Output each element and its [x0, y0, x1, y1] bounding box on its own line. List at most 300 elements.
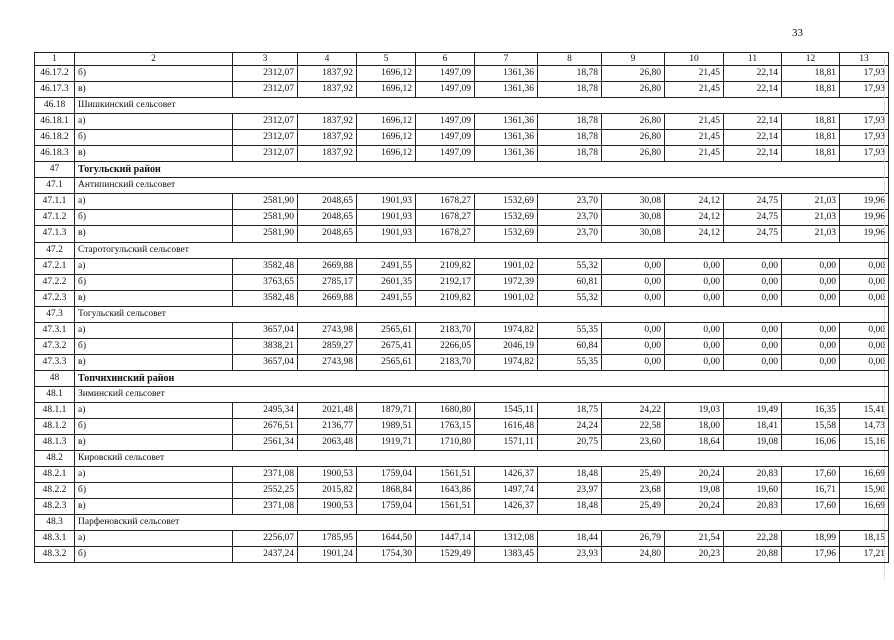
row-label: а)	[75, 322, 233, 338]
value-cell: 3657,04	[233, 354, 298, 370]
value-cell: 1901,93	[357, 194, 416, 210]
row-code: 47.2	[35, 242, 75, 258]
value-cell: 1497,09	[416, 130, 475, 146]
value-cell: 2266,05	[416, 338, 475, 354]
value-cell: 2109,82	[416, 258, 475, 274]
value-cell: 1901,93	[357, 226, 416, 242]
value-cell: 15,41	[840, 402, 889, 418]
value-cell: 1529,49	[416, 547, 475, 563]
value-cell: 19,96	[840, 226, 889, 242]
value-cell: 30,08	[602, 226, 665, 242]
value-cell: 17,93	[840, 130, 889, 146]
table-row	[35, 322, 889, 338]
row-code: 48.2	[35, 451, 75, 467]
row-label: б)	[75, 419, 233, 435]
value-cell: 1696,12	[357, 66, 416, 82]
table-row	[35, 435, 889, 451]
council-name: Зиминский сельсовет	[75, 386, 889, 402]
value-cell: 20,83	[724, 499, 782, 515]
value-cell: 2312,07	[233, 82, 298, 98]
table-row	[35, 258, 889, 274]
council-heading-row	[35, 178, 889, 194]
table-row	[35, 354, 889, 370]
value-cell: 24,80	[602, 547, 665, 563]
value-cell: 2859,27	[298, 338, 357, 354]
row-code: 47	[35, 162, 75, 178]
value-cell: 19,08	[724, 435, 782, 451]
value-cell: 24,22	[602, 402, 665, 418]
value-cell: 2495,34	[233, 402, 298, 418]
value-cell: 26,80	[602, 82, 665, 98]
value-cell: 22,14	[724, 130, 782, 146]
value-cell: 2565,61	[357, 354, 416, 370]
value-cell: 18,78	[538, 130, 602, 146]
table-row	[35, 210, 889, 226]
tariff-table	[34, 52, 889, 563]
column-number-header: 5	[357, 53, 416, 66]
row-label: а)	[75, 531, 233, 547]
row-code: 47.3	[35, 306, 75, 322]
value-cell: 55,32	[538, 290, 602, 306]
value-cell: 0,00	[782, 354, 840, 370]
row-label: а)	[75, 194, 233, 210]
value-cell: 2743,98	[298, 354, 357, 370]
value-cell: 18,48	[538, 467, 602, 483]
row-code: 47.2.2	[35, 274, 75, 290]
value-cell: 1710,80	[416, 435, 475, 451]
value-cell: 3838,21	[233, 338, 298, 354]
value-cell: 1532,69	[475, 194, 538, 210]
value-cell: 16,35	[782, 402, 840, 418]
value-cell: 18,15	[840, 531, 889, 547]
value-cell: 30,08	[602, 194, 665, 210]
value-cell: 24,75	[724, 210, 782, 226]
council-name: Тогульский сельсовет	[75, 306, 889, 322]
row-label: в)	[75, 354, 233, 370]
value-cell: 2136,77	[298, 419, 357, 435]
value-cell: 22,14	[724, 114, 782, 130]
value-cell: 18,78	[538, 82, 602, 98]
value-cell: 1361,36	[475, 146, 538, 162]
column-number-header: 8	[538, 53, 602, 66]
value-cell: 1974,82	[475, 354, 538, 370]
value-cell: 0,00	[602, 290, 665, 306]
table-row	[35, 499, 889, 515]
value-cell: 2063,48	[298, 435, 357, 451]
value-cell: 17,96	[782, 547, 840, 563]
table-row	[35, 547, 889, 563]
value-cell: 2312,07	[233, 146, 298, 162]
value-cell: 25,49	[602, 467, 665, 483]
value-cell: 0,00	[665, 322, 724, 338]
value-cell: 0,00	[724, 258, 782, 274]
value-cell: 2048,65	[298, 194, 357, 210]
value-cell: 2021,48	[298, 402, 357, 418]
value-cell: 2183,70	[416, 322, 475, 338]
value-cell: 26,79	[602, 531, 665, 547]
value-cell: 3763,65	[233, 274, 298, 290]
column-number-header: 7	[475, 53, 538, 66]
row-code: 48.3	[35, 515, 75, 531]
value-cell: 1974,82	[475, 322, 538, 338]
value-cell: 18,00	[665, 419, 724, 435]
table-row	[35, 290, 889, 306]
value-cell: 17,93	[840, 114, 889, 130]
value-cell: 1680,80	[416, 402, 475, 418]
value-cell: 23,93	[538, 547, 602, 563]
value-cell: 26,80	[602, 130, 665, 146]
value-cell: 1497,09	[416, 82, 475, 98]
value-cell: 20,24	[665, 467, 724, 483]
table-row	[35, 114, 889, 130]
row-code: 46.18.3	[35, 146, 75, 162]
value-cell: 1837,92	[298, 130, 357, 146]
value-cell: 17,60	[782, 499, 840, 515]
value-cell: 2048,65	[298, 226, 357, 242]
row-code: 47.3.3	[35, 354, 75, 370]
row-label: а)	[75, 402, 233, 418]
column-number-header: 3	[233, 53, 298, 66]
row-code: 47.3.1	[35, 322, 75, 338]
value-cell: 0,00	[724, 322, 782, 338]
value-cell: 19,08	[665, 483, 724, 499]
value-cell: 1497,09	[416, 146, 475, 162]
table-row	[35, 531, 889, 547]
value-cell: 24,12	[665, 210, 724, 226]
value-cell: 24,24	[538, 419, 602, 435]
row-label: в)	[75, 499, 233, 515]
value-cell: 1879,71	[357, 402, 416, 418]
council-heading-row	[35, 451, 889, 467]
row-label: б)	[75, 338, 233, 354]
value-cell: 2669,88	[298, 290, 357, 306]
value-cell: 1361,36	[475, 66, 538, 82]
value-cell: 20,75	[538, 435, 602, 451]
value-cell: 1497,74	[475, 483, 538, 499]
row-code: 47.3.2	[35, 338, 75, 354]
value-cell: 2312,07	[233, 114, 298, 130]
row-label: б)	[75, 66, 233, 82]
value-cell: 17,21	[840, 547, 889, 563]
row-label: б)	[75, 547, 233, 563]
value-cell: 17,60	[782, 467, 840, 483]
value-cell: 16,69	[840, 499, 889, 515]
row-code: 48.2.1	[35, 467, 75, 483]
value-cell: 1763,15	[416, 419, 475, 435]
value-cell: 23,70	[538, 194, 602, 210]
value-cell: 1497,09	[416, 66, 475, 82]
row-code: 47.2.3	[35, 290, 75, 306]
row-code: 48.1.2	[35, 419, 75, 435]
council-name: Кировский сельсовет	[75, 451, 889, 467]
value-cell: 1545,11	[475, 402, 538, 418]
value-cell: 18,78	[538, 66, 602, 82]
value-cell: 3657,04	[233, 322, 298, 338]
table-row	[35, 194, 889, 210]
value-cell: 18,81	[782, 130, 840, 146]
value-cell: 23,97	[538, 483, 602, 499]
value-cell: 22,58	[602, 419, 665, 435]
value-cell: 0,00	[840, 274, 889, 290]
value-cell: 23,60	[602, 435, 665, 451]
value-cell: 0,00	[724, 338, 782, 354]
value-cell: 0,00	[840, 258, 889, 274]
district-heading-row	[35, 162, 889, 178]
value-cell: 15,90	[840, 483, 889, 499]
value-cell: 1900,53	[298, 467, 357, 483]
value-cell: 21,45	[665, 130, 724, 146]
value-cell: 18,44	[538, 531, 602, 547]
value-cell: 1678,27	[416, 210, 475, 226]
value-cell: 18,75	[538, 402, 602, 418]
value-cell: 2785,17	[298, 274, 357, 290]
value-cell: 1561,51	[416, 499, 475, 515]
table-row	[35, 402, 889, 418]
value-cell: 1678,27	[416, 226, 475, 242]
column-number-header: 2	[75, 53, 233, 66]
value-cell: 1426,37	[475, 467, 538, 483]
value-cell: 18,41	[724, 419, 782, 435]
value-cell: 20,23	[665, 547, 724, 563]
value-cell: 1837,92	[298, 114, 357, 130]
value-cell: 2437,24	[233, 547, 298, 563]
value-cell: 2371,08	[233, 499, 298, 515]
table-row	[35, 146, 889, 162]
value-cell: 1759,04	[357, 467, 416, 483]
value-cell: 2565,61	[357, 322, 416, 338]
value-cell: 0,00	[782, 338, 840, 354]
value-cell: 18,81	[782, 82, 840, 98]
value-cell: 1644,50	[357, 531, 416, 547]
value-cell: 2552,25	[233, 483, 298, 499]
row-code: 48.2.3	[35, 499, 75, 515]
value-cell: 0,00	[665, 338, 724, 354]
value-cell: 1571,11	[475, 435, 538, 451]
value-cell: 23,68	[602, 483, 665, 499]
value-cell: 1312,08	[475, 531, 538, 547]
column-number-header: 1	[35, 53, 75, 66]
column-number-header: 4	[298, 53, 357, 66]
council-heading-row	[35, 242, 889, 258]
table-row	[35, 130, 889, 146]
value-cell: 18,81	[782, 66, 840, 82]
table-row	[35, 338, 889, 354]
value-cell: 1837,92	[298, 82, 357, 98]
value-cell: 2491,55	[357, 290, 416, 306]
value-cell: 1759,04	[357, 499, 416, 515]
value-cell: 1696,12	[357, 146, 416, 162]
value-cell: 17,93	[840, 146, 889, 162]
council-heading-row	[35, 386, 889, 402]
value-cell: 2109,82	[416, 290, 475, 306]
value-cell: 24,12	[665, 194, 724, 210]
row-code: 47.1.3	[35, 226, 75, 242]
value-cell: 60,81	[538, 274, 602, 290]
value-cell: 0,00	[602, 354, 665, 370]
scan-edge-mark	[884, 60, 893, 580]
value-cell: 15,16	[840, 435, 889, 451]
value-cell: 1678,27	[416, 194, 475, 210]
row-label: а)	[75, 467, 233, 483]
value-cell: 1361,36	[475, 130, 538, 146]
value-cell: 21,03	[782, 194, 840, 210]
value-cell: 1361,36	[475, 114, 538, 130]
value-cell: 23,70	[538, 226, 602, 242]
value-cell: 22,14	[724, 66, 782, 82]
row-code: 48.3.1	[35, 531, 75, 547]
value-cell: 21,45	[665, 114, 724, 130]
row-label: в)	[75, 435, 233, 451]
row-label: в)	[75, 290, 233, 306]
value-cell: 1696,12	[357, 114, 416, 130]
row-code: 48.3.2	[35, 547, 75, 563]
value-cell: 0,00	[602, 258, 665, 274]
row-code: 46.18.1	[35, 114, 75, 130]
value-cell: 24,75	[724, 194, 782, 210]
value-cell: 1497,09	[416, 114, 475, 130]
value-cell: 2048,65	[298, 210, 357, 226]
row-label: в)	[75, 226, 233, 242]
row-label: в)	[75, 82, 233, 98]
value-cell: 15,58	[782, 419, 840, 435]
value-cell: 0,00	[782, 274, 840, 290]
table-row	[35, 226, 889, 242]
council-name: Антипинский сельсовет	[75, 178, 889, 194]
value-cell: 2312,07	[233, 130, 298, 146]
table-row	[35, 467, 889, 483]
table-row	[35, 419, 889, 435]
value-cell: 1919,71	[357, 435, 416, 451]
row-label: б)	[75, 483, 233, 499]
table-row	[35, 483, 889, 499]
value-cell: 2256,07	[233, 531, 298, 547]
row-label: а)	[75, 258, 233, 274]
row-code: 48.1	[35, 386, 75, 402]
value-cell: 19,60	[724, 483, 782, 499]
value-cell: 21,54	[665, 531, 724, 547]
value-cell: 1837,92	[298, 146, 357, 162]
value-cell: 20,83	[724, 467, 782, 483]
value-cell: 26,80	[602, 146, 665, 162]
value-cell: 2491,55	[357, 258, 416, 274]
district-heading-row	[35, 370, 889, 386]
value-cell: 1426,37	[475, 499, 538, 515]
value-cell: 0,00	[840, 290, 889, 306]
value-cell: 18,81	[782, 146, 840, 162]
value-cell: 1696,12	[357, 130, 416, 146]
value-cell: 55,35	[538, 354, 602, 370]
council-name: Старотогульский сельсовет	[75, 242, 889, 258]
value-cell: 1868,84	[357, 483, 416, 499]
value-cell: 21,03	[782, 226, 840, 242]
value-cell: 0,00	[665, 354, 724, 370]
council-name: Шишкинский сельсовет	[75, 98, 889, 114]
row-label: б)	[75, 210, 233, 226]
value-cell: 1900,53	[298, 499, 357, 515]
value-cell: 1754,30	[357, 547, 416, 563]
value-cell: 2676,51	[233, 419, 298, 435]
row-code: 47.1.2	[35, 210, 75, 226]
row-label: в)	[75, 146, 233, 162]
value-cell: 0,00	[665, 258, 724, 274]
value-cell: 1383,45	[475, 547, 538, 563]
value-cell: 19,49	[724, 402, 782, 418]
column-number-header: 9	[602, 53, 665, 66]
value-cell: 21,03	[782, 210, 840, 226]
council-heading-row	[35, 515, 889, 531]
value-cell: 0,00	[840, 354, 889, 370]
value-cell: 16,69	[840, 467, 889, 483]
row-code: 48	[35, 370, 75, 386]
row-code: 46.17.2	[35, 66, 75, 82]
row-label: б)	[75, 274, 233, 290]
value-cell: 19,03	[665, 402, 724, 418]
value-cell: 1616,48	[475, 419, 538, 435]
value-cell: 0,00	[724, 290, 782, 306]
value-cell: 22,14	[724, 146, 782, 162]
value-cell: 0,00	[782, 290, 840, 306]
value-cell: 19,96	[840, 194, 889, 210]
value-cell: 23,70	[538, 210, 602, 226]
column-number-header: 6	[416, 53, 475, 66]
table-row	[35, 82, 889, 98]
row-code: 46.18	[35, 98, 75, 114]
column-number-header: 13	[840, 53, 889, 66]
value-cell: 1785,95	[298, 531, 357, 547]
value-cell: 1696,12	[357, 82, 416, 98]
page-number: 33	[792, 27, 803, 39]
value-cell: 55,35	[538, 322, 602, 338]
value-cell: 17,93	[840, 82, 889, 98]
value-cell: 19,96	[840, 210, 889, 226]
value-cell: 1361,36	[475, 82, 538, 98]
value-cell: 0,00	[602, 274, 665, 290]
value-cell: 14,73	[840, 419, 889, 435]
table-body	[35, 53, 889, 563]
value-cell: 1901,02	[475, 258, 538, 274]
value-cell: 18,78	[538, 146, 602, 162]
value-cell: 30,08	[602, 210, 665, 226]
value-cell: 1447,14	[416, 531, 475, 547]
value-cell: 1972,39	[475, 274, 538, 290]
table-row	[35, 66, 889, 82]
value-cell: 21,45	[665, 66, 724, 82]
district-name: Тогульский район	[75, 162, 889, 178]
value-cell: 2669,88	[298, 258, 357, 274]
value-cell: 17,93	[840, 66, 889, 82]
value-cell: 25,49	[602, 499, 665, 515]
value-cell: 24,12	[665, 226, 724, 242]
row-label: б)	[75, 130, 233, 146]
district-name: Топчихинский район	[75, 370, 889, 386]
value-cell: 3582,48	[233, 290, 298, 306]
row-code: 48.1.1	[35, 402, 75, 418]
value-cell: 0,00	[602, 322, 665, 338]
row-label: а)	[75, 114, 233, 130]
value-cell: 1561,51	[416, 467, 475, 483]
value-cell: 22,28	[724, 531, 782, 547]
council-name: Парфеновский сельсовет	[75, 515, 889, 531]
value-cell: 1901,02	[475, 290, 538, 306]
value-cell: 0,00	[602, 338, 665, 354]
value-cell: 3582,48	[233, 258, 298, 274]
row-code: 48.1.3	[35, 435, 75, 451]
value-cell: 2581,90	[233, 226, 298, 242]
value-cell: 0,00	[665, 290, 724, 306]
value-cell: 16,71	[782, 483, 840, 499]
value-cell: 1989,51	[357, 419, 416, 435]
value-cell: 55,32	[538, 258, 602, 274]
